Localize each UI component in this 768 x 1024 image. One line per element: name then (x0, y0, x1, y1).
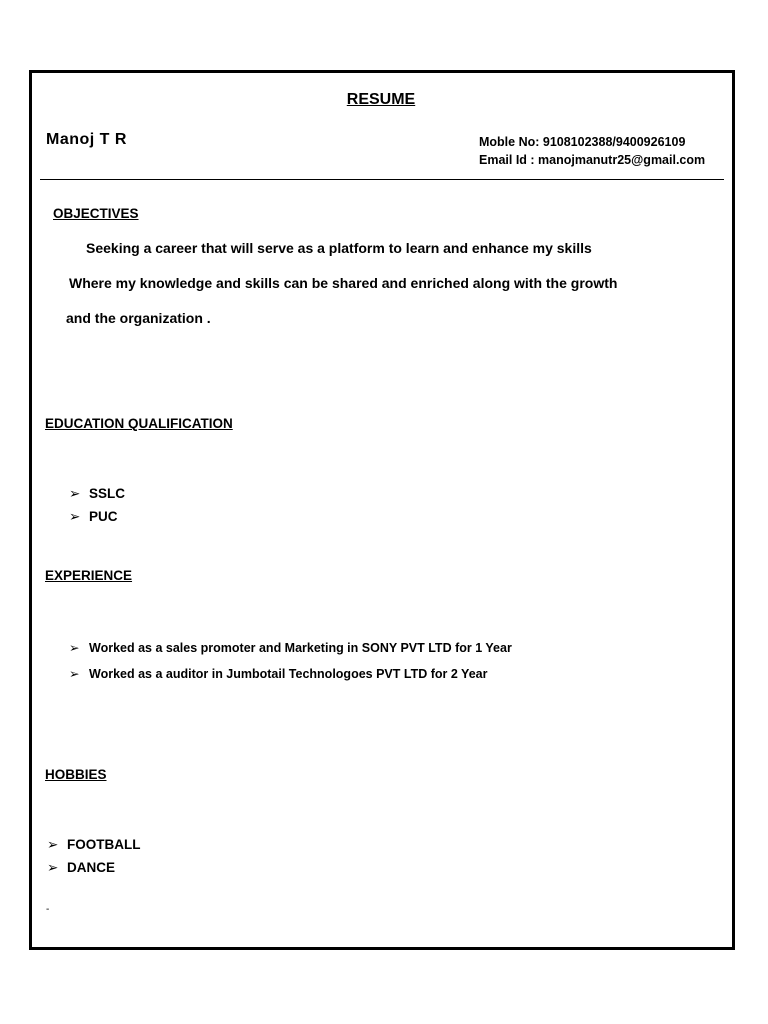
resume-title: RESUME (346, 91, 416, 108)
bullet-arrow-icon: ➢ (69, 667, 80, 681)
education-item: ➢ SSLC (69, 486, 126, 501)
experience-item: ➢ Worked as a auditor in Jumbotail Technologoes PVT LTD for 2 Year (69, 667, 488, 681)
email-address: Email Id : manojmanutr25@gmail.com (479, 153, 706, 167)
header-divider (40, 179, 724, 180)
objectives-heading: OBJECTIVES (53, 206, 139, 221)
bullet-arrow-icon: ➢ (69, 486, 81, 501)
footer-mark: - (46, 904, 50, 915)
objective-line-1: Seeking a career that will serve as a platform to learn and enhance my skills (86, 240, 592, 256)
hobbies-heading: HOBBIES (45, 767, 107, 782)
bullet-arrow-icon: ➢ (69, 641, 80, 655)
mobile-number: Moble No: 9108102388/9400926109 (479, 135, 686, 149)
bullet-arrow-icon: ➢ (47, 860, 59, 875)
education-heading: EDUCATION QUALIFICATION (45, 416, 233, 431)
objective-line-3: and the organization . (66, 310, 211, 326)
hobby-item: ➢ DANCE (47, 860, 116, 875)
candidate-name: Manoj T R (46, 131, 127, 148)
page-border (29, 70, 735, 950)
hobby-item: ➢ FOOTBALL (47, 837, 141, 852)
objective-line-2: Where my knowledge and skills can be shared and enriched along with the growth (69, 275, 618, 291)
education-item: ➢ PUC (69, 509, 118, 524)
bullet-arrow-icon: ➢ (47, 837, 59, 852)
experience-heading: EXPERIENCE (45, 568, 133, 583)
experience-item: ➢ Worked as a sales promoter and Marketing in SONY PVT LTD for 1 Year (69, 641, 512, 655)
bullet-arrow-icon: ➢ (69, 509, 81, 524)
